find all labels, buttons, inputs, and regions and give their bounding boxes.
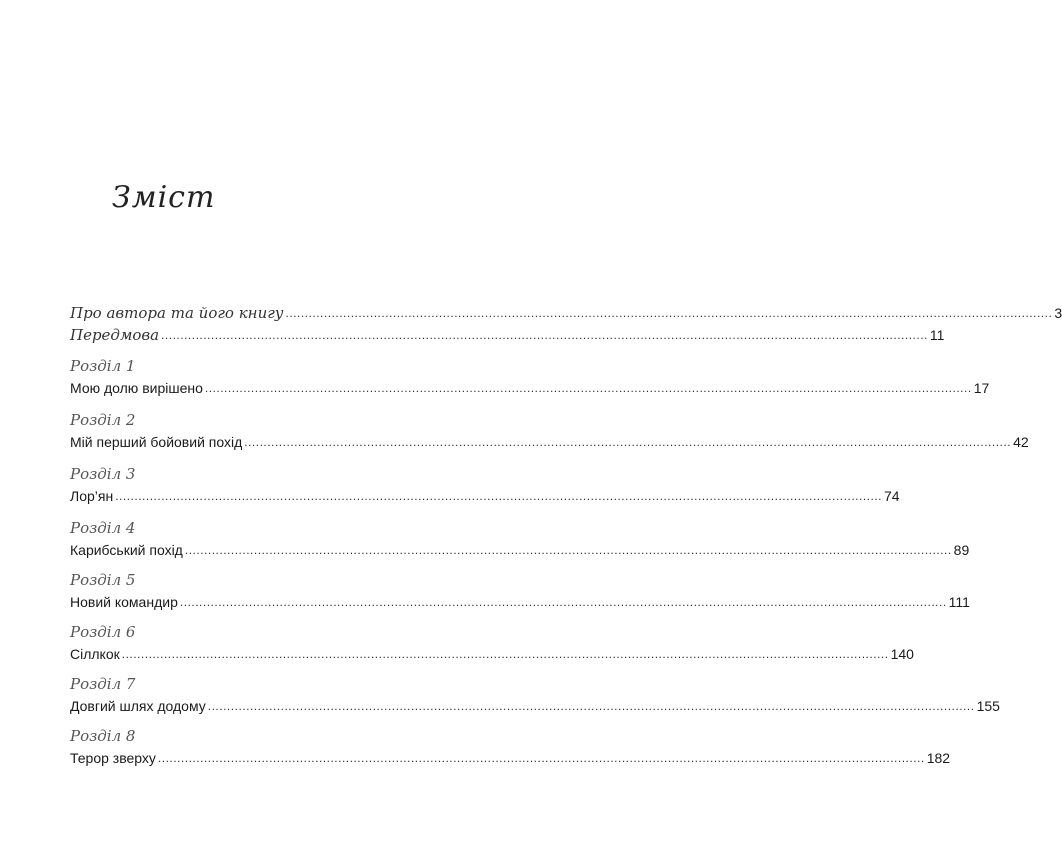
chapter-heading-4: Розділ 4	[70, 519, 136, 537]
toc-entry-label: Карибський похід	[70, 542, 183, 558]
toc-entry-chapter-3[interactable]	[70, 483, 900, 505]
toc-entry-label: Про автора та його книгу	[70, 304, 284, 322]
toc-entry-page: 111	[948, 594, 970, 610]
chapter-heading-6: Розділ 6	[70, 623, 136, 641]
chapter-heading-1: Розділ 1	[70, 357, 136, 375]
toc-entry-label: Сіллкок	[70, 646, 120, 662]
toc-entry-page: 3	[1054, 305, 1062, 321]
toc-entry-about-author[interactable]	[70, 300, 1062, 322]
toc-entry-label: Передмова	[70, 326, 160, 344]
toc-entry-label: Мій перший бойовий похід	[70, 434, 243, 450]
dot-leader: ........................................................................................................................................................................................................	[285, 306, 1053, 320]
chapter-heading-7: Розділ 7	[70, 675, 136, 693]
toc-entry-chapter-2[interactable]	[70, 429, 1029, 451]
toc-entry-chapter-6[interactable]	[70, 641, 914, 663]
toc-entry-chapter-4[interactable]	[70, 537, 970, 559]
chapter-heading-2: Розділ 2	[70, 411, 136, 429]
chapter-heading-3: Розділ 3	[70, 465, 136, 483]
toc-entry-label: Новий командир	[70, 594, 178, 610]
toc-entry-page: 140	[890, 646, 914, 662]
toc-entry-page: 89	[953, 542, 970, 558]
toc-entry-chapter-1[interactable]	[70, 375, 990, 397]
dot-leader: ........................................................................................................................................................................................................	[204, 381, 972, 395]
chapter-heading-5: Розділ 5	[70, 571, 136, 589]
toc-entry-page: 11	[929, 327, 945, 343]
toc-entry-label: Терор зверху	[70, 750, 156, 766]
toc-entry-chapter-8[interactable]	[70, 745, 951, 767]
dot-leader: ........................................................................................................................................................................................................	[244, 435, 1012, 449]
dot-leader: ........................................................................................................................................................................................................	[157, 751, 925, 765]
dot-leader: ........................................................................................................................................................................................................	[207, 699, 975, 713]
toc-entry-page: 155	[976, 698, 1000, 714]
toc-entry-chapter-7[interactable]	[70, 693, 1000, 715]
toc-entry-label: Мою долю вирішено	[70, 380, 203, 396]
toc-entry-page: 17	[973, 380, 990, 396]
dot-leader: ........................................................................................................................................................................................................	[179, 595, 947, 609]
toc-entry-page: 42	[1013, 434, 1029, 450]
dot-leader: ........................................................................................................................................................................................................	[121, 647, 889, 661]
toc-entry-chapter-5[interactable]	[70, 589, 970, 611]
toc-entry-label: Лор’ян	[70, 488, 114, 504]
chapter-heading-8: Розділ 8	[70, 727, 136, 745]
dot-leader: ........................................................................................................................................................................................................	[184, 543, 952, 557]
toc-entry-page: 74	[883, 488, 900, 504]
page-title: Зміст	[112, 180, 216, 215]
toc-entry-label: Довгий шлях додому	[70, 698, 206, 714]
toc-entry-page: 182	[926, 750, 951, 766]
dot-leader: ........................................................................................................................................................................................................	[161, 328, 928, 342]
toc-entry-preface[interactable]	[70, 322, 945, 344]
dot-leader: ........................................................................................................................................................................................................	[115, 489, 882, 503]
